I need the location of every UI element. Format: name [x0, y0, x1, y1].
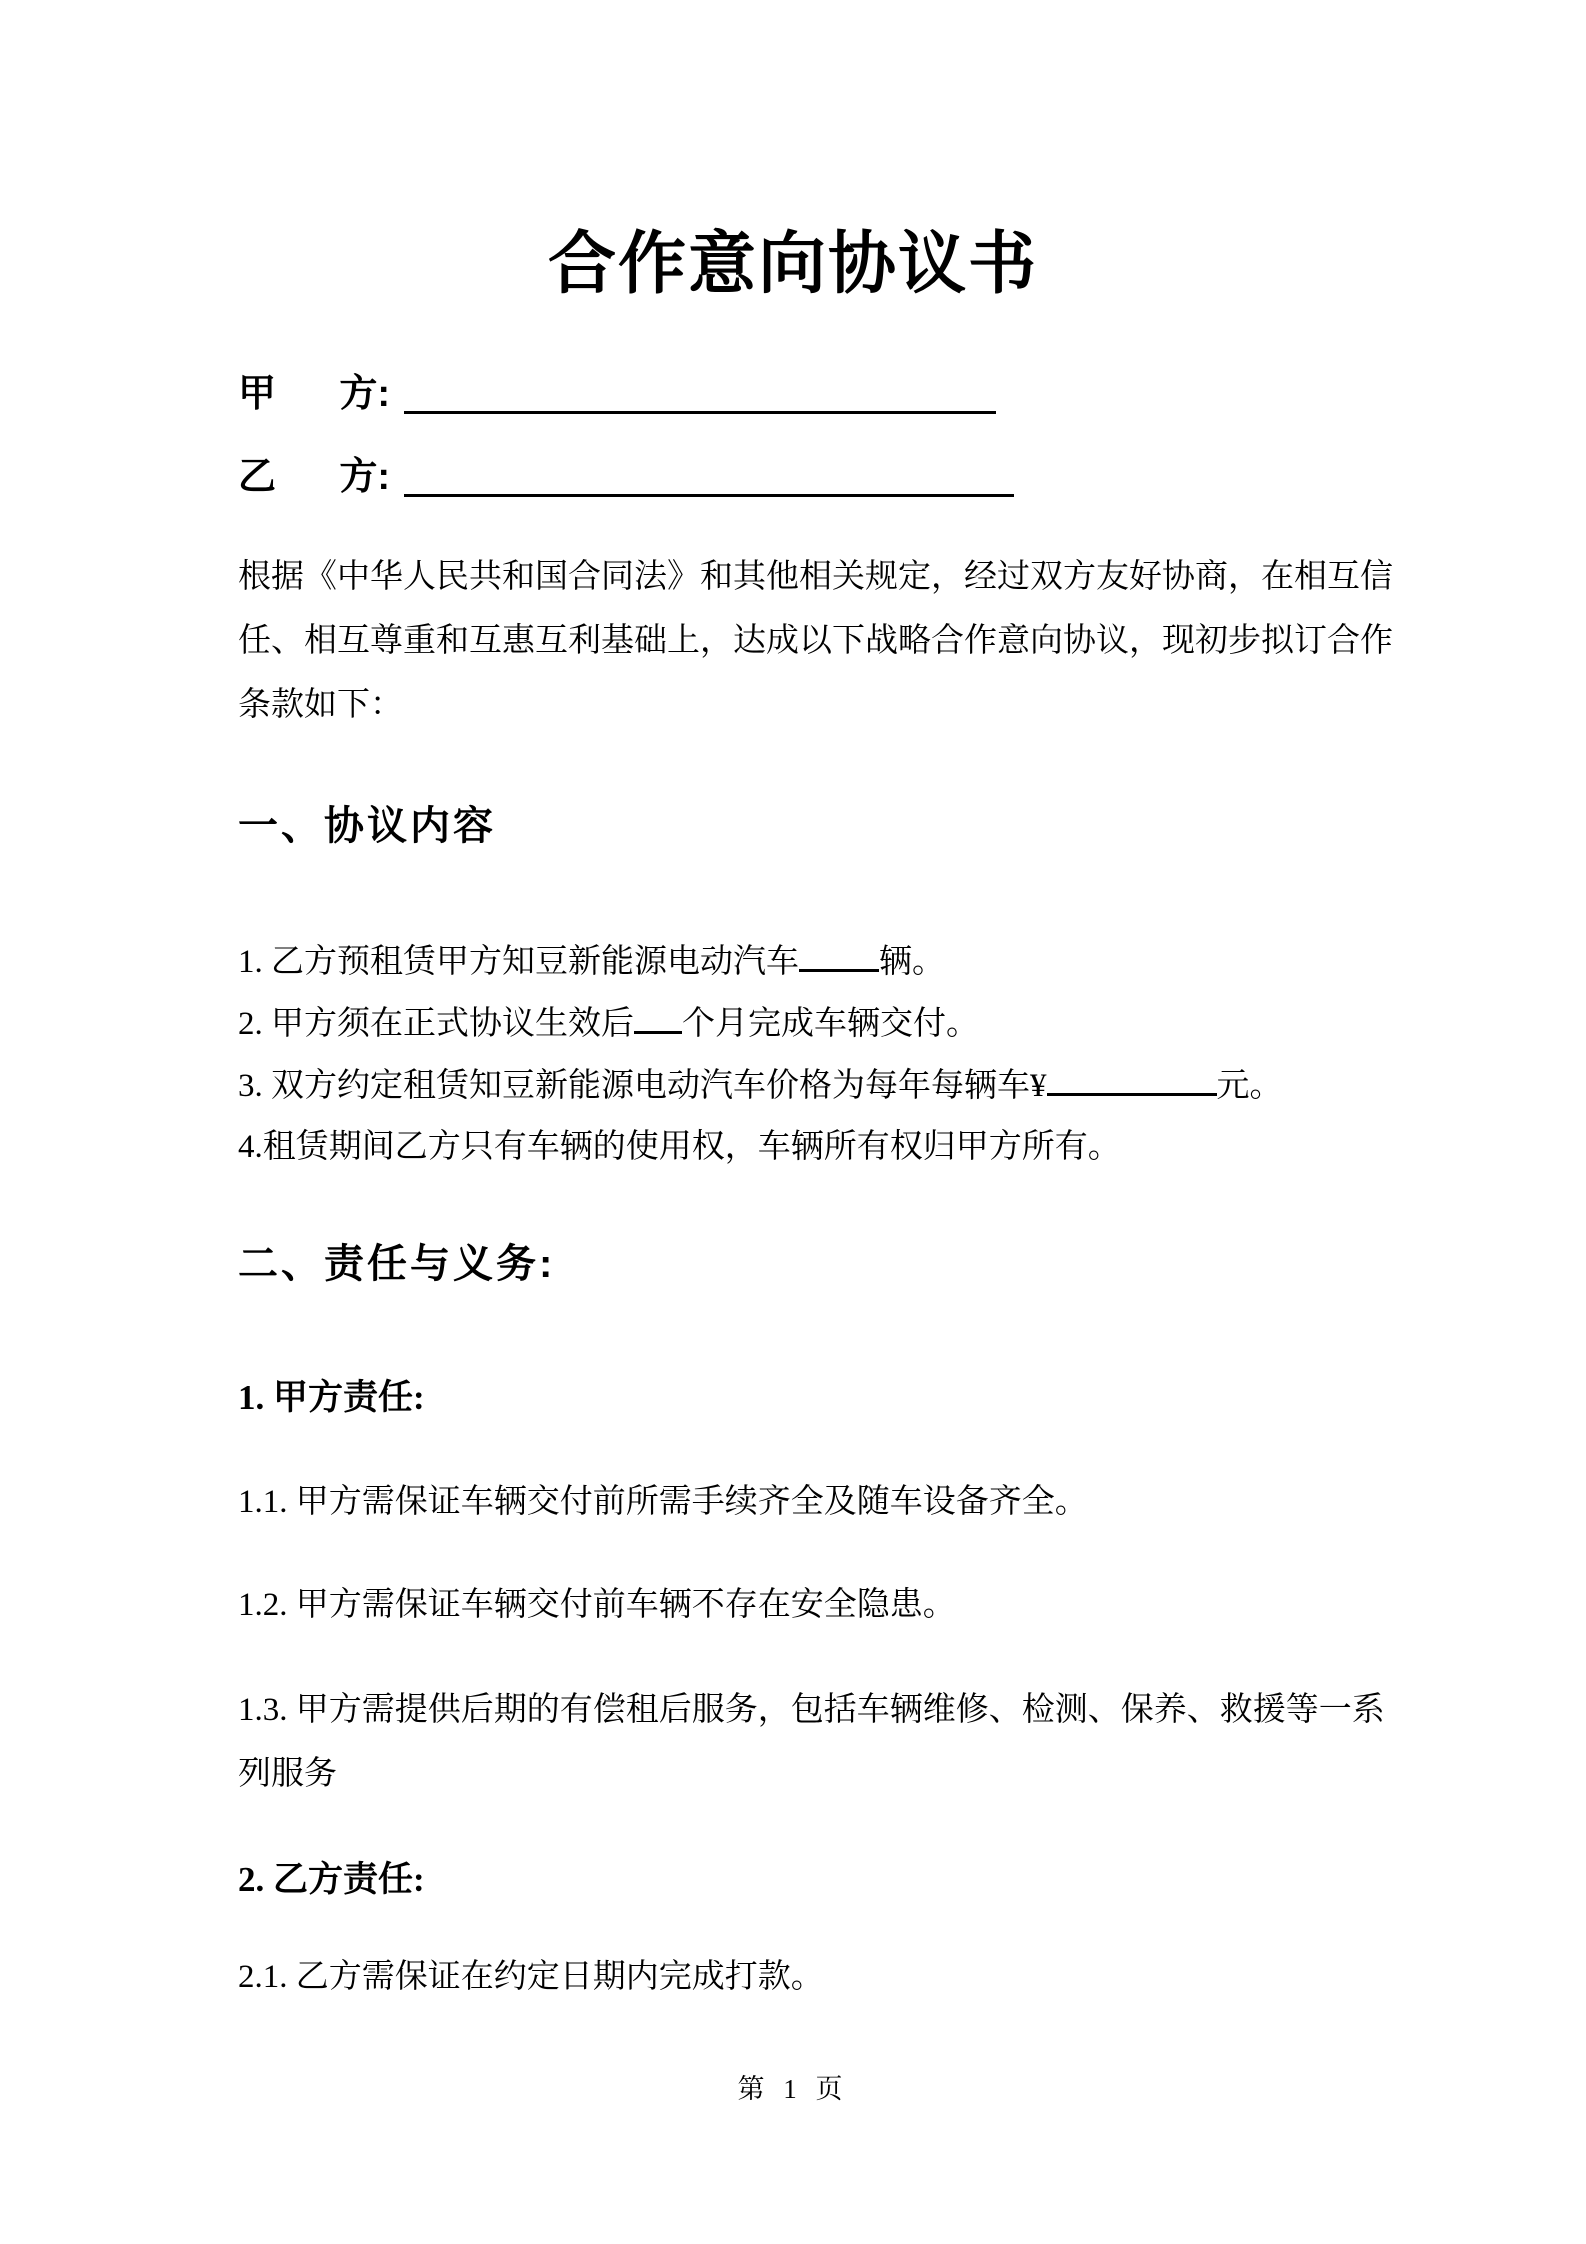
clause-4	[238, 1122, 1121, 1172]
party-a-suffix: 方:	[339, 373, 390, 415]
duty-1-3	[238, 1678, 1398, 1806]
clause-3-text: 3. 双方约定租赁知豆新能源电动汽车价格为每年每辆车¥	[238, 1068, 1047, 1104]
clause-1-text: 1. 乙方预租赁甲方知豆新能源电动汽车	[238, 944, 799, 980]
party-b-label	[238, 453, 390, 501]
party-a-row	[238, 370, 996, 418]
intro-line-1: 根据《中华人民共和国合同法》和其他相关规定，经过双方友好协商，在相互信	[238, 559, 1393, 595]
clause-3	[238, 1060, 1283, 1111]
intro-paragraph	[238, 545, 1398, 737]
clause-2-text: 2. 甲方须在正式协议生效后	[238, 1006, 634, 1042]
party-b-char: 乙	[238, 456, 277, 498]
clause-2-blank-field[interactable]	[634, 998, 682, 1034]
intro-line-3: 条款如下：	[238, 687, 403, 723]
party-b-suffix: 方:	[339, 456, 390, 498]
intro-line-2: 任、相互尊重和互惠互利基础上，达成以下战略合作意向协议，现初步拟订合作	[238, 623, 1393, 659]
party-a-char: 甲	[238, 373, 277, 415]
clause-1-blank-field[interactable]	[799, 936, 879, 972]
duty-1-1: 1.1. 甲方需保证车辆交付前所需手续齐全及随车设备齐全。	[238, 1484, 1088, 1520]
party-b-fill-line[interactable]	[404, 494, 1014, 497]
duty-1-3-line-2: 列服务	[238, 1756, 337, 1792]
party-a-duties-title: 1. 甲方责任:	[238, 1378, 425, 1417]
clause-2-tail: 个月完成车辆交付。	[682, 1006, 979, 1042]
party-a-label	[238, 370, 390, 418]
duty-1-3-line-1: 1.3. 甲方需提供后期的有偿租后服务，包括车辆维修、检测、保养、救援等一系	[238, 1692, 1385, 1728]
duty-2-1: 2.1. 乙方需保证在约定日期内完成打款。	[238, 1959, 824, 1995]
section-2-heading: 二、责任与义务:	[238, 1242, 556, 1286]
clause-3-tail: 元。	[1216, 1068, 1283, 1104]
document-title: 合作意向协议书	[547, 226, 1038, 302]
clause-3-blank-field[interactable]	[1047, 1060, 1217, 1096]
clause-1	[238, 936, 945, 987]
duty-1-2: 1.2. 甲方需保证车辆交付前车辆不存在安全隐患。	[238, 1587, 956, 1623]
clause-2	[238, 998, 979, 1049]
party-b-row	[238, 453, 1014, 501]
page-number-footer: 第 1 页	[737, 2074, 849, 2104]
clause-1-tail: 辆。	[879, 944, 945, 980]
clause-4-text: 4.租赁期间乙方只有车辆的使用权，车辆所有权归甲方所有。	[238, 1129, 1121, 1165]
section-1-heading: 一、协议内容	[238, 804, 496, 848]
party-a-fill-line[interactable]	[404, 411, 996, 414]
party-b-duties-title: 2. 乙方责任:	[238, 1860, 425, 1899]
